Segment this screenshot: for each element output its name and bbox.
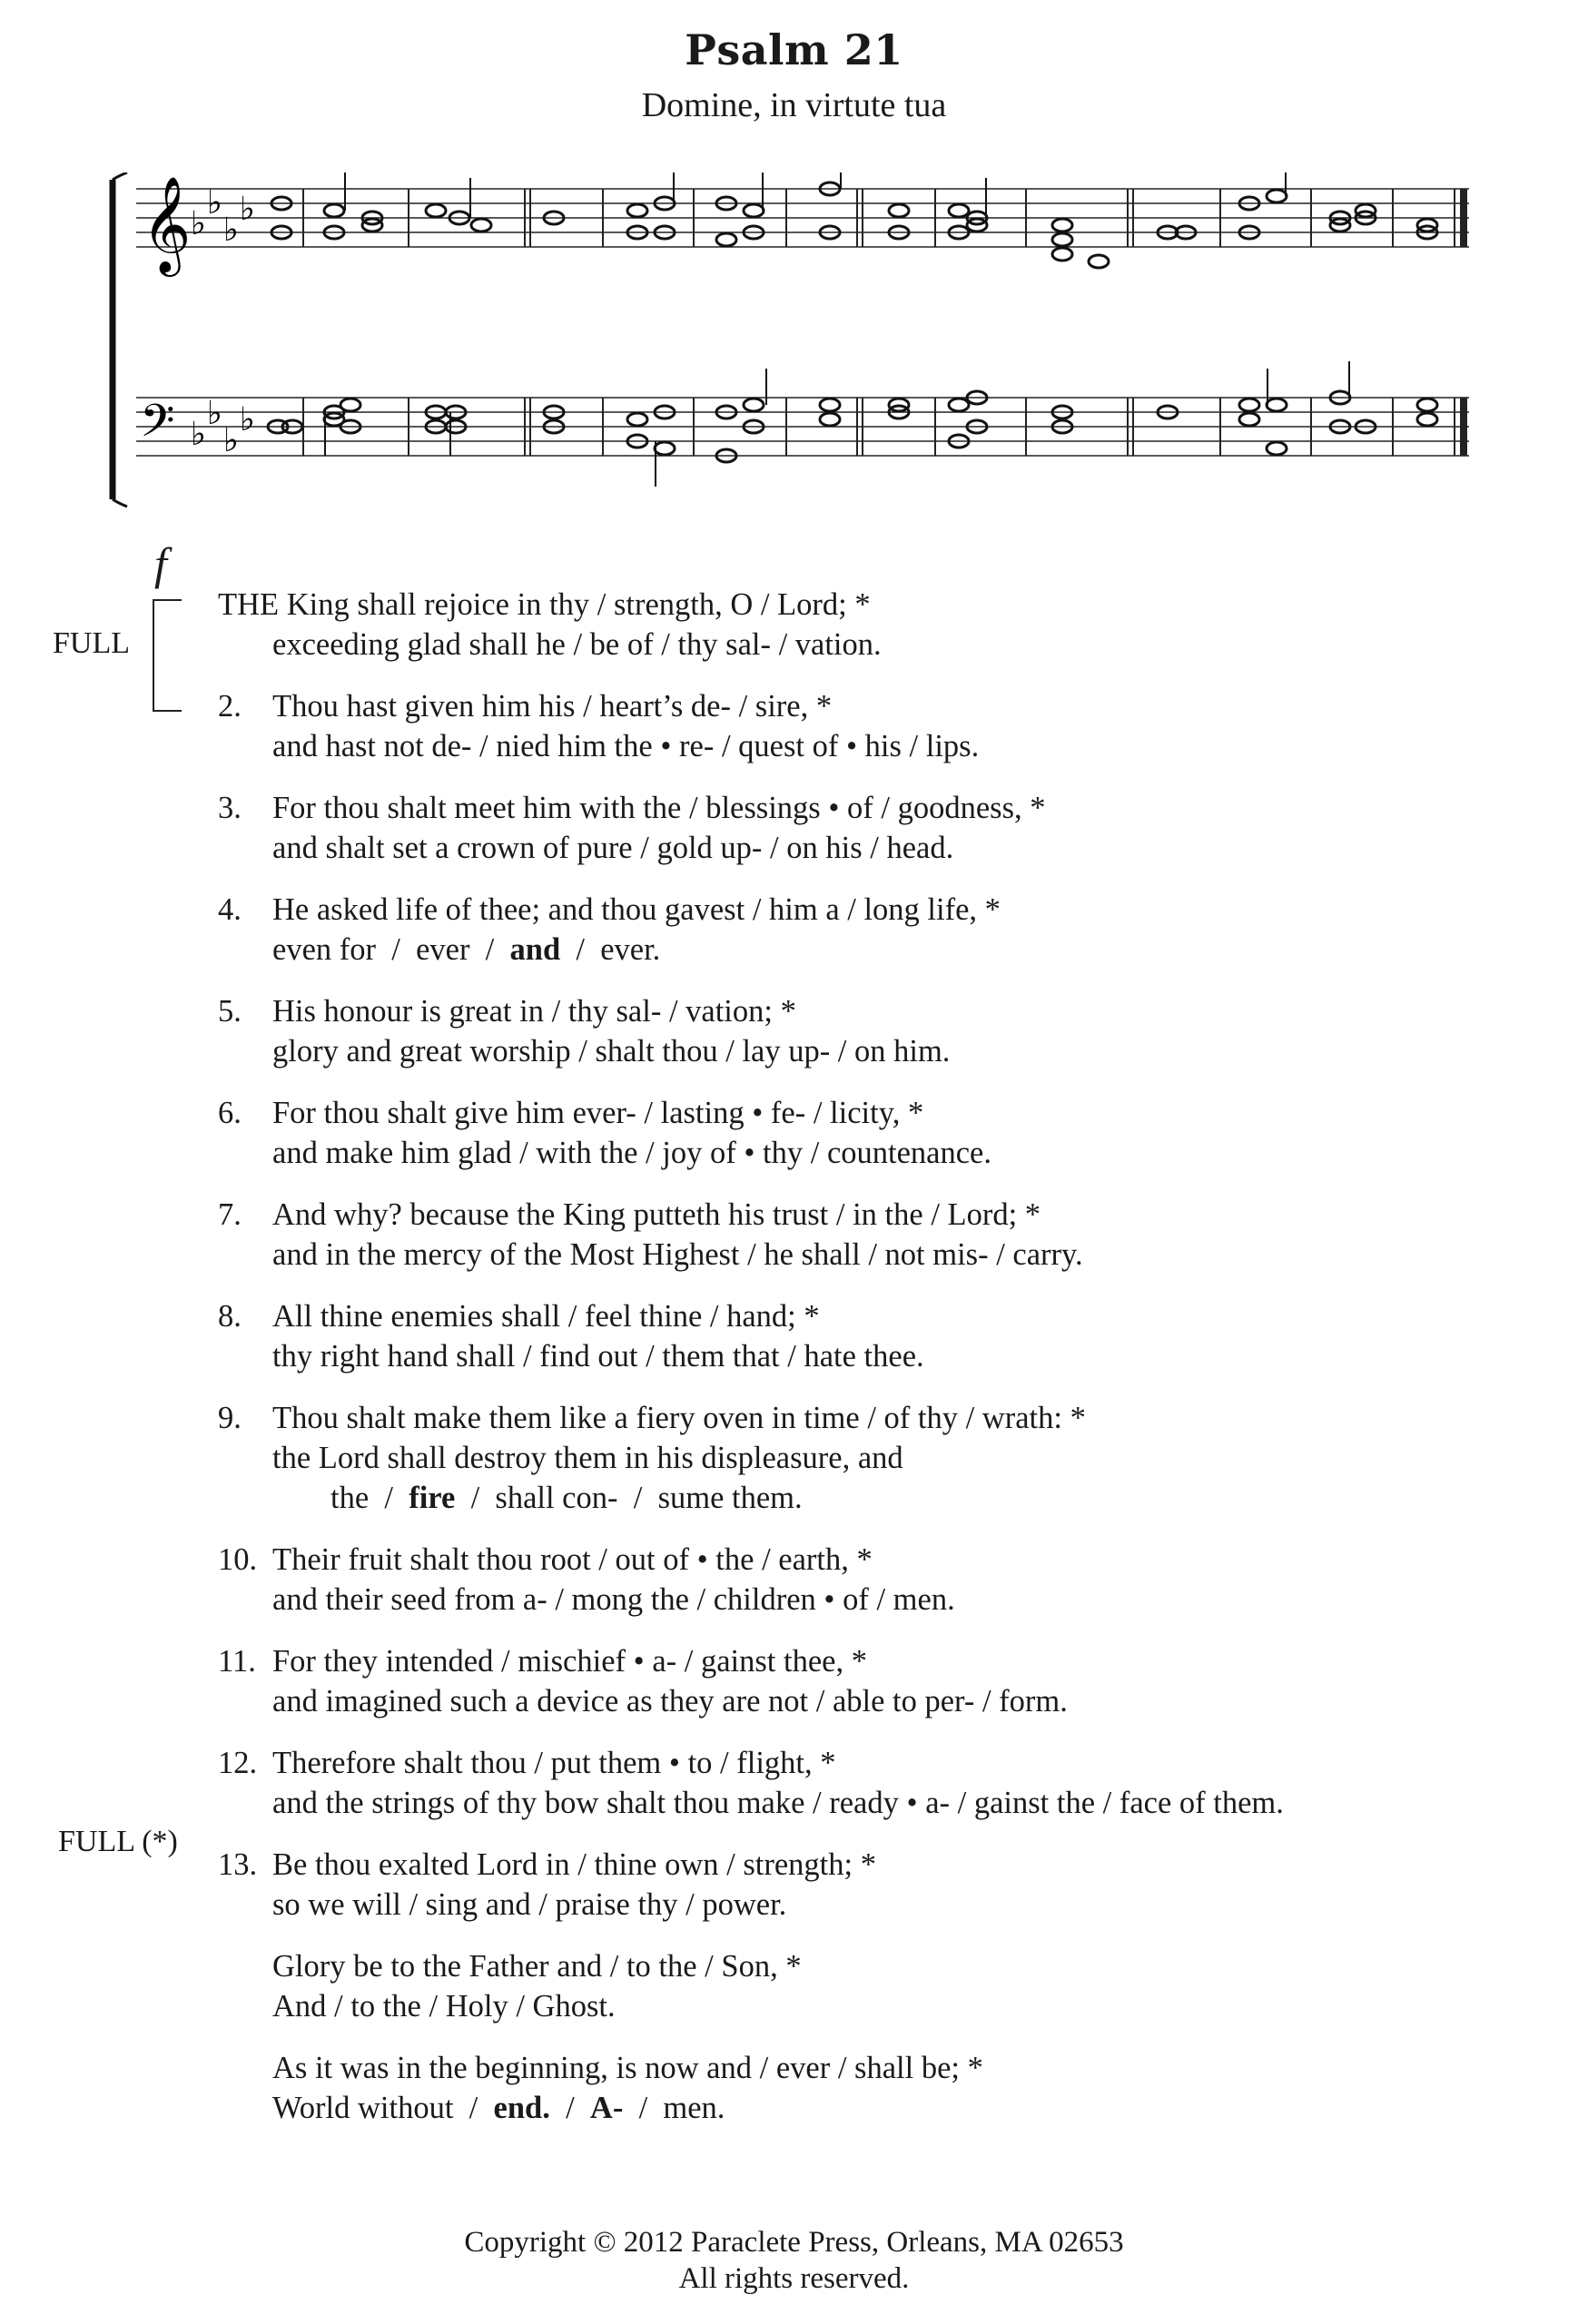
note-head (1089, 255, 1109, 268)
bass-clef-icon: 𝄢 (140, 395, 175, 458)
verse-line: For they intended / mischief • a- / gainst thee, * (272, 1644, 867, 1679)
footer (0, 2224, 1588, 2297)
verse-line: All thine enemies shall / feel thine / hand; * (272, 1299, 820, 1334)
note-head (716, 233, 736, 246)
verse-line-part: / ever. (560, 932, 661, 967)
verse-line-part: World without / (272, 2091, 494, 2125)
verse-line-part: A- (589, 2091, 624, 2125)
verse-line-part: / shall con- / sume them. (455, 1481, 803, 1515)
verse-line: Be thou exalted Lord in / thine own / strength; * (272, 1847, 876, 1882)
svg-text:♭: ♭ (207, 395, 222, 432)
svg-text:♭: ♭ (191, 205, 206, 242)
verse-line: and the strings of thy bow shalt thou make / ready • a- / gainst the / face of them. (272, 1786, 1284, 1820)
verse-line: Thou hast given him his / heart’s de- / sire, * (272, 689, 833, 724)
note-head (1417, 413, 1437, 426)
verse-number: 6. (218, 1096, 242, 1130)
verse-line: For thou shalt meet him with the / blessings • of / goodness, * (272, 791, 1046, 825)
note-head (471, 219, 491, 231)
verse-line: Therefore shalt thou / put them • to / flight, * (272, 1746, 836, 1780)
full-label: FULL (53, 626, 130, 660)
verse (218, 1296, 1562, 1376)
barlines (303, 189, 1464, 456)
key-signature-treble (191, 184, 255, 249)
note-head (1052, 248, 1072, 261)
note-head (1267, 190, 1287, 202)
full-label-second: FULL (*) (58, 1825, 178, 1858)
verse-line-part: and (509, 932, 561, 967)
svg-text:♭: ♭ (240, 401, 255, 438)
note-head (1052, 219, 1072, 231)
chant-score (100, 172, 1489, 508)
full-brace (153, 599, 182, 712)
page-title: Psalm 21 (685, 25, 903, 74)
system-bracket (113, 172, 127, 507)
svg-text:♭: ♭ (223, 212, 239, 249)
verse (218, 991, 1562, 1071)
verse-number: 9. (218, 1401, 242, 1435)
verse-line: and shalt set a crown of pure / gold up- / on his / head. (272, 831, 954, 865)
verse (218, 1093, 1562, 1173)
verse-number: 12. (218, 1746, 258, 1780)
verse-number: 2. (218, 689, 242, 724)
psalm-text (218, 585, 1562, 2150)
verse-line: And / to the / Holy / Ghost. (272, 1989, 616, 2024)
verse (218, 2048, 1562, 2128)
verse (218, 686, 1562, 766)
verse-line: and hast not de- / nied him the • re- / quest of • his / lips. (272, 729, 980, 763)
note-head (426, 204, 446, 217)
verse-line: THE King shall rejoice in thy / strength, O / Lord; * (218, 587, 871, 622)
note-head (1267, 442, 1287, 455)
dynamic-marking: f (154, 538, 167, 589)
note-head (1267, 399, 1287, 411)
svg-text:♭: ♭ (240, 191, 255, 228)
verse-line: so we will / sing and / praise thy / power. (272, 1887, 787, 1922)
verse-line: For thou shalt give him ever- / lasting • fe- / licity, * (272, 1096, 924, 1130)
verse-line (218, 2088, 1562, 2128)
verse-line: and imagined such a device as they are not / able to per- / form. (272, 1684, 1068, 1718)
verse (218, 1946, 1562, 2026)
verse-line: And why? because the King putteth his trust / in the / Lord; * (272, 1197, 1041, 1232)
verse-line-part: end. (493, 2091, 550, 2125)
note-head (627, 204, 647, 217)
key-signature-bass (191, 395, 255, 459)
verse-line: Their fruit shalt thou root / out of • the / earth, * (272, 1542, 873, 1577)
verse-line: glory and great worship / shalt thou / lay up- / on him. (272, 1034, 951, 1068)
verse-number: 5. (218, 994, 242, 1029)
verse (218, 1195, 1562, 1275)
note-head (744, 399, 764, 411)
note-head (1239, 399, 1259, 411)
verse-number: 3. (218, 791, 242, 825)
note-head (1417, 399, 1437, 411)
verse-line-part: / (549, 2091, 590, 2125)
page-subtitle: Domine, in virtute tua (641, 86, 947, 124)
verse-number: 13. (218, 1847, 258, 1882)
note-head (889, 204, 909, 217)
verse-line-part: fire (409, 1481, 456, 1515)
rights-text: All rights reserved. (678, 2262, 910, 2295)
verse-line: the Lord shall destroy them in his displeasure, and (272, 1441, 903, 1475)
verse-line-part: even for / ever / (272, 932, 510, 967)
verse (218, 1540, 1562, 1620)
verse (218, 585, 1562, 665)
verse (218, 890, 1562, 970)
svg-text:♭: ♭ (207, 184, 222, 222)
verse-line: His honour is great in / thy sal- / vation; * (272, 994, 796, 1029)
verse-line: and their seed from a- / mong the / children • of / men. (272, 1582, 955, 1617)
note-head (324, 204, 344, 217)
verse-number: 4. (218, 892, 242, 927)
verse (218, 1743, 1562, 1823)
verse (218, 788, 1562, 868)
verse-line: thy right hand shall / find out / them that / hate thee. (272, 1339, 924, 1374)
note-head (744, 204, 764, 217)
verse-number: 8. (218, 1299, 242, 1334)
verse-number: 11. (218, 1644, 256, 1679)
note-head (949, 399, 969, 411)
verse-line (218, 1478, 1562, 1518)
note-head (820, 413, 840, 426)
verse-line: Glory be to the Father and / to the / Son, * (272, 1949, 802, 1984)
note-head (1239, 413, 1259, 426)
note-head (340, 399, 360, 411)
chant-notes (268, 172, 1437, 487)
note-head (949, 204, 969, 217)
svg-text:♭: ♭ (191, 416, 206, 453)
copyright-text: Copyright © 2012 Paraclete Press, Orleans, MA 02653 (464, 2226, 1124, 2259)
treble-clef-icon: 𝄞 (142, 175, 192, 272)
verse (218, 1641, 1562, 1721)
verse-line: exceeding glad shall he / be of / thy sal- / vation. (272, 627, 882, 662)
note-head (627, 413, 647, 426)
verse-line: As it was in the beginning, is now and / ever / shall be; * (272, 2051, 983, 2085)
note-head (820, 399, 840, 411)
verse-line-part: the / (330, 1481, 409, 1515)
svg-text:♭: ♭ (223, 422, 239, 459)
verse-number: 10. (218, 1542, 258, 1577)
verse-line: and make him glad / with the / joy of • thy / countenance. (272, 1136, 991, 1170)
verse-line: Thou shalt make them like a fiery oven in time / of thy / wrath: * (272, 1401, 1086, 1435)
verse-line: He asked life of thee; and thou gavest / him a / long life, * (272, 892, 1001, 927)
note-head (655, 442, 675, 455)
verse-line-part: / men. (623, 2091, 725, 2125)
note-head (1052, 233, 1072, 246)
verse-line (218, 930, 1562, 970)
verse (218, 1398, 1562, 1518)
verse-line: and in the mercy of the Most Highest / he shall / not mis- / carry. (272, 1237, 1083, 1272)
verse-number: 7. (218, 1197, 242, 1232)
verse (218, 1845, 1562, 1925)
